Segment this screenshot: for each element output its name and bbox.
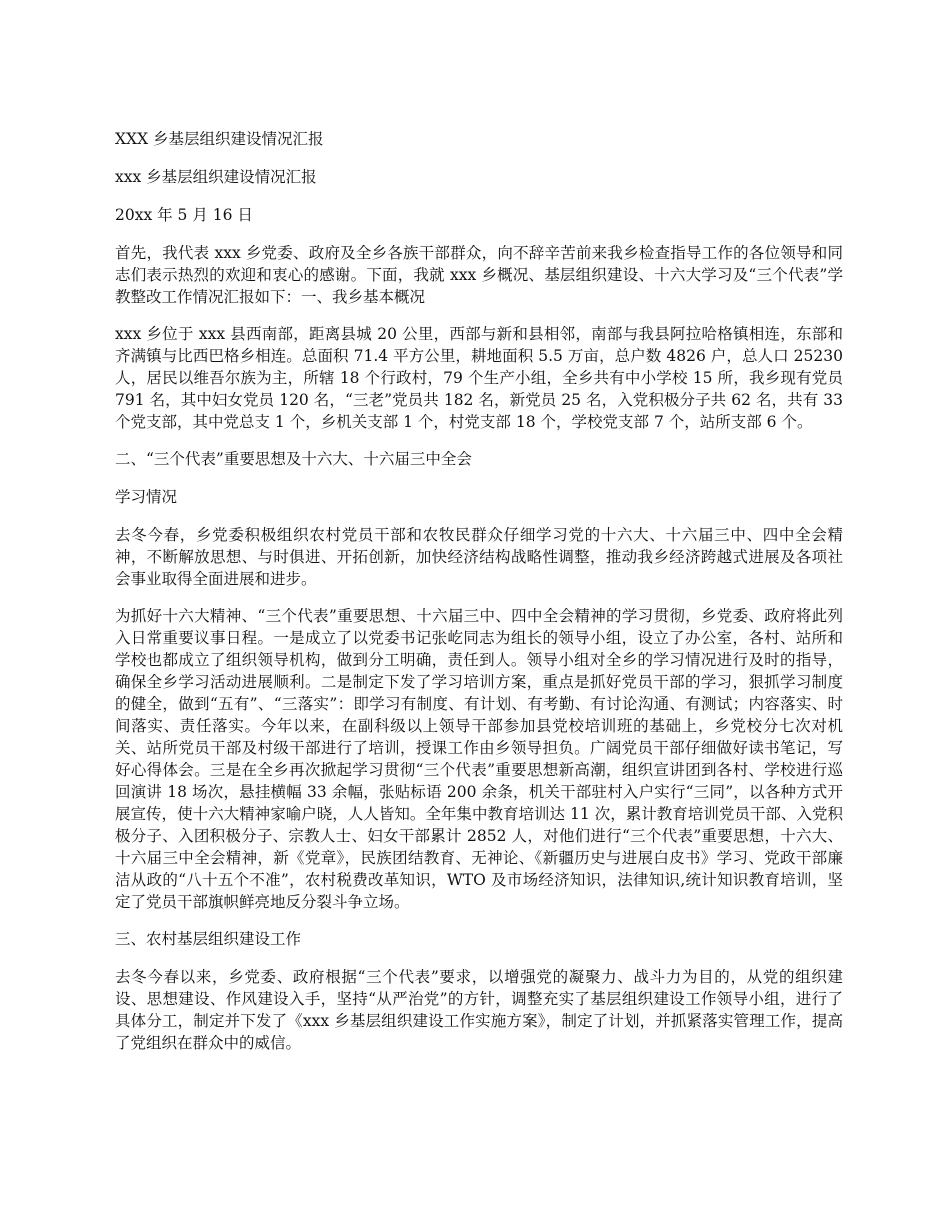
document-subtitle: xxx 乡基层组织建设情况汇报 — [115, 168, 317, 186]
paragraph-organization: 去冬今春以来，乡党委、政府根据“三个代表”要求，以增强党的凝聚力、战斗力为目的，从党的组织建设、思想建设、作风建设入手，坚持“从严治党”的方针，调整充实了基层组织建设工作领导小组，进行了具体分工，制定并下发了《xxx 乡基层组织建设工作实施方案》，制定了计划，并抓紧落实管理工作，提高了党组织在群众中的威信。 — [115, 968, 843, 1052]
section-heading-organization: 三、农村基层组织建设工作 — [115, 930, 302, 948]
section-heading-study: 二、“三个代表”重要思想及十六大、十六届三中全会 — [115, 450, 472, 468]
paragraph-overview: xxx 乡位于 xxx 县西南部，距离县城 20 公里，西部与新和县相邻，南部与我县阿拉哈格镇相连，东部和齐满镇与比西巴格乡相连。总面积 71.4 平方公里，耕地面积 5.5 万亩，总户数 4826 户，总人口 25230 人，居民以维吾尔族为主，所辖 18 个行政村，79 个生产小组，全乡共有中小学校 15 所，我乡现有党员 791 名，其中妇女党员 120 名，“三老”党员共 182 名，新党员 25 名，入党积极分子共 62 名，共有 33 个党支部，其中党总支 1 个，乡机关支部 1 个，村党支部 18 个，学校党支部 7 个，站所支部 6 个。 — [115, 325, 843, 431]
paragraph-study-details: 为抓好十六大精神、“三个代表”重要思想、十六届三中、四中全会精神的学习贯彻，乡党委、政府将此列入日常重要议事日程。一是成立了以党委书记张屹同志为组长的领导小组，设立了办公室，各村、站所和学校也都成立了组织领导机构，做到分工明确，责任到人。领导小组对全乡的学习情况进行及时的指导，确保全乡学习活动进展顺利。二是制定下发了学习培训方案，重点是抓好党员干部的学习，狠抓学习制度的健全，做到“五有”、“三落实”：即学习有制度、有计划、有考勤、有讨论沟通、有测试；内容落实、时间落实、责任落实。今年以来，在副科级以上领导干部参加县党校培训班的基础上，乡党校分七次对机关、站所党员干部及村级干部进行了培训，授课工作由乡领导担负。广阔党员干部仔细做好读书笔记，写好心得体会。三是在全乡再次掀起学习贯彻“三个代表”重要思想新高潮，组织宣讲团到各村、学校进行巡回演讲 18 场次，悬挂横幅 33 余幅，张贴标语 200 余条，机关干部驻村入户实行“三同”，以各种方式开展宣传，使十六大精神家喻户晓，人人皆知。全年集中教育培训达 11 次，累计教育培训党员干部、入党积极分子、入团积极分子、宗教人士、妇女干部累计 2852 人，对他们进行“三个代表”重要思想，十六大、十六届三中全会精神，新《党章》，民族团结教育、无神论、《新疆历史与进展白皮书》学习、党政干部廉洁从政的“八十五个不准”，农村税费改革知识，WTO 及市场经济知识，法律知识,统计知识教育培训，坚定了党员干部旗帜鲜亮地反分裂斗争立场。 — [115, 607, 843, 911]
section-heading-study-cont: 学习情况 — [115, 488, 178, 506]
document-title: XXX 乡基层组织建设情况汇报 — [115, 130, 324, 148]
document-body — [115, 128, 843, 1069]
paragraph-study-summary: 去冬今春，乡党委积极组织农村党员干部和农牧民群众仔细学习党的十六大、十六届三中、四中全会精神，不断解放思想、与时俱进、开拓创新，加快经济结构战略性调整，推动我乡经济跨越式进展及各项社会事业取得全面进展和进步。 — [115, 526, 843, 588]
document-date: 20xx 年 5 月 16 日 — [115, 206, 253, 224]
paragraph-introduction: 首先，我代表 xxx 乡党委、政府及全乡各族干部群众，向不辞辛苦前来我乡检查指导工作的各位领导和同志们表示热烈的欢迎和衷心的感谢。下面，我就 xxx 乡概况、基层组织建设、十六大学习及“三个代表”学教整改工作情况汇报如下：一、我乡基本概况 — [115, 244, 843, 306]
